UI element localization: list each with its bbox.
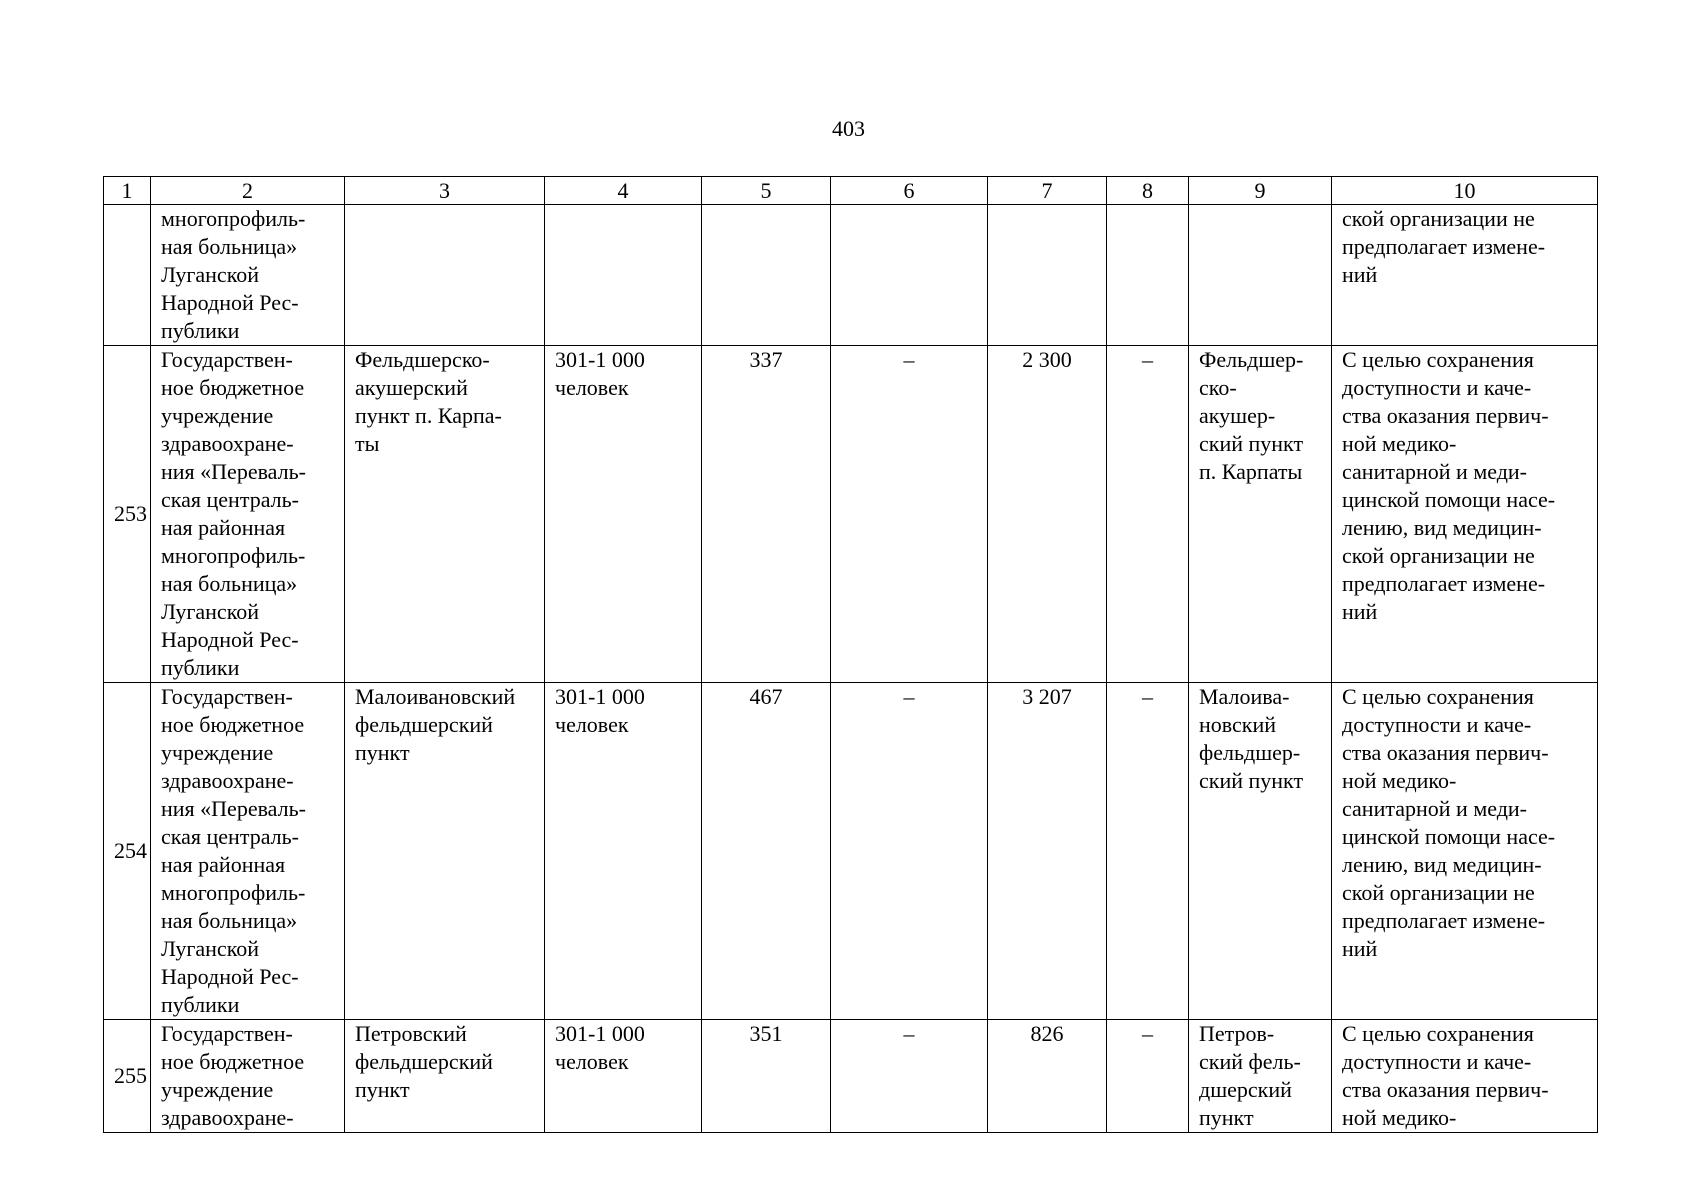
table-row <box>104 205 1598 346</box>
facilities-table <box>103 176 1598 1133</box>
institution-cell: Государствен- ное бюджетное учреждение здравоохране- <box>151 1020 345 1133</box>
column-header: 4 <box>545 177 702 205</box>
reason-cell: ской организации не предполагает измене- ний <box>1332 205 1598 346</box>
population-cell: 301-1 000 человек <box>545 346 702 683</box>
column-header: 5 <box>702 177 831 205</box>
table-row <box>104 683 1598 1020</box>
column-header: 1 <box>104 177 151 205</box>
column-header: 6 <box>831 177 988 205</box>
col8-cell: – <box>1107 683 1189 1020</box>
column-header: 8 <box>1107 177 1189 205</box>
row-number-cell: 253 <box>104 346 151 683</box>
column-header: 9 <box>1189 177 1332 205</box>
col5-cell: 467 <box>702 683 831 1020</box>
col8-cell: – <box>1107 1020 1189 1133</box>
col6-cell: – <box>831 683 988 1020</box>
reason-cell: С целью сохранения доступности и каче- ства оказания первич- ной медико- <box>1332 1020 1598 1133</box>
new-name-cell <box>1189 205 1332 346</box>
institution-cell: многопрофиль- ная больница» Луганской Народной Рес- публики <box>151 205 345 346</box>
page-number: 403 <box>832 116 865 141</box>
col8-cell: – <box>1107 346 1189 683</box>
unit-cell: Фельдшерско- акушерский пункт п. Карпа- ты <box>345 346 545 683</box>
column-header: 3 <box>345 177 545 205</box>
column-header: 2 <box>151 177 345 205</box>
unit-cell <box>345 205 545 346</box>
column-header: 10 <box>1332 177 1598 205</box>
unit-cell: Малоивановский фельдшерский пункт <box>345 683 545 1020</box>
population-cell <box>545 205 702 346</box>
col5-cell: 337 <box>702 346 831 683</box>
col6-cell: – <box>831 346 988 683</box>
institution-cell: Государствен- ное бюджетное учреждение здравоохране- ния «Переваль- ская централь- ная районная многопрофиль- ная больница» Луганской Народной Рес- публики <box>151 346 345 683</box>
row-number-cell <box>104 205 151 346</box>
table-row <box>104 346 1598 683</box>
institution-cell: Государствен- ное бюджетное учреждение здравоохране- ния «Переваль- ская централь- ная районная многопрофиль- ная больница» Луганской Народной Рес- публики <box>151 683 345 1020</box>
new-name-cell: Петров- ский фель- дшерский пункт <box>1189 1020 1332 1133</box>
col6-cell <box>831 205 988 346</box>
col8-cell <box>1107 205 1189 346</box>
col6-cell: – <box>831 1020 988 1133</box>
new-name-cell: Фельдшер- ско- акушер- ский пункт п. Карпаты <box>1189 346 1332 683</box>
column-header: 7 <box>988 177 1107 205</box>
col7-cell: 3 207 <box>988 683 1107 1020</box>
row-number-cell: 254 <box>104 683 151 1020</box>
reason-cell: С целью сохранения доступности и каче- ства оказания первич- ной медико- санитарной и меди- цинской помощи насе- лению, вид медицин- ской организации не предполагает измене- ний <box>1332 346 1598 683</box>
row-number-cell: 255 <box>104 1020 151 1133</box>
table-row <box>104 1020 1598 1133</box>
reason-cell: С целью сохранения доступности и каче- ства оказания первич- ной медико- санитарной и меди- цинской помощи насе- лению, вид медицин- ской организации не предполагает измене- ний <box>1332 683 1598 1020</box>
header-row <box>104 177 1598 205</box>
population-cell: 301-1 000 человек <box>545 1020 702 1133</box>
col7-cell <box>988 205 1107 346</box>
unit-cell: Петровский фельдшерский пункт <box>345 1020 545 1133</box>
col5-cell <box>702 205 831 346</box>
col5-cell: 351 <box>702 1020 831 1133</box>
col7-cell: 826 <box>988 1020 1107 1133</box>
population-cell: 301-1 000 человек <box>545 683 702 1020</box>
col7-cell: 2 300 <box>988 346 1107 683</box>
new-name-cell: Малоива- новский фельдшер- ский пункт <box>1189 683 1332 1020</box>
